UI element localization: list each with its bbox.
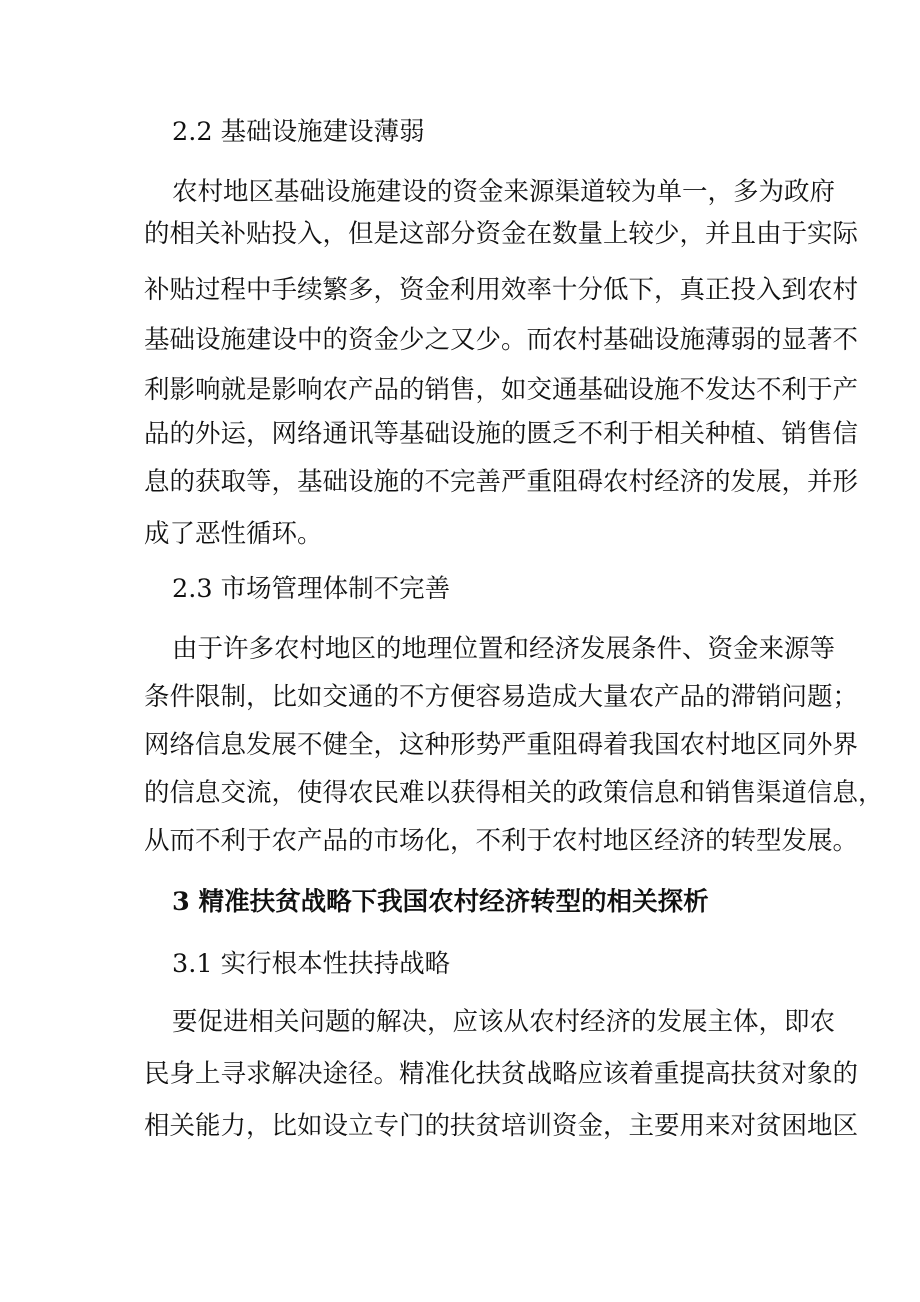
paragraph-line: 相关能力，比如设立专门的扶贫培训资金，主要用来对贫困地区 [144,1111,859,1141]
paragraph-line: 从而不利于农产品的市场化，不利于农村地区经济的转型发展。 [144,826,859,856]
paragraph-line: 条件限制，比如交通的不方便容易造成大量农产品的滞销问题； [144,682,859,712]
section-heading-2-2: 2.2 基础设施建设薄弱 [172,117,425,147]
paragraph-line: 补贴过程中手续繁多，资金利用效率十分低下，真正投入到农村 [144,275,859,305]
paragraph-line: 的相关补贴投入，但是这部分资金在数量上较少，并且由于实际 [144,219,859,249]
paragraph-line: 网络信息发展不健全，这种形势严重阻碍着我国农村地区同外界 [144,730,859,760]
paragraph-line: 农村地区基础设施建设的资金来源渠道较为单一，多为政府 [172,177,836,207]
paragraph-line: 要促进相关问题的解决，应该从农村经济的发展主体，即农 [172,1007,836,1037]
paragraph-line: 基础设施建设中的资金少之又少。而农村基础设施薄弱的显著不 [144,325,859,355]
paragraph-line: 品的外运，网络通讯等基础设施的匮乏不利于相关种植、销售信 [144,419,859,449]
section-heading-3: 3 精准扶贫战略下我国农村经济转型的相关探析 [172,887,709,917]
paragraph-line: 利影响就是影响农产品的销售，如交通基础设施不发达不利于产 [144,375,859,405]
paragraph-line: 的信息交流，使得农民难以获得相关的政策信息和销售渠道信息， [144,778,884,808]
section-heading-2-3: 2.3 市场管理体制不完善 [172,574,451,604]
paragraph-line: 息的获取等，基础设施的不完善严重阻碍农村经济的发展，并形 [144,467,859,497]
paragraph-line: 由于许多农村地区的地理位置和经济发展条件、资金来源等 [172,634,836,664]
paragraph-line: 民身上寻求解决途径。精准化扶贫战略应该着重提高扶贫对象的 [144,1059,859,1089]
section-heading-3-1: 3.1 实行根本性扶持战略 [172,949,451,979]
paragraph-line: 成了恶性循环。 [144,519,323,549]
